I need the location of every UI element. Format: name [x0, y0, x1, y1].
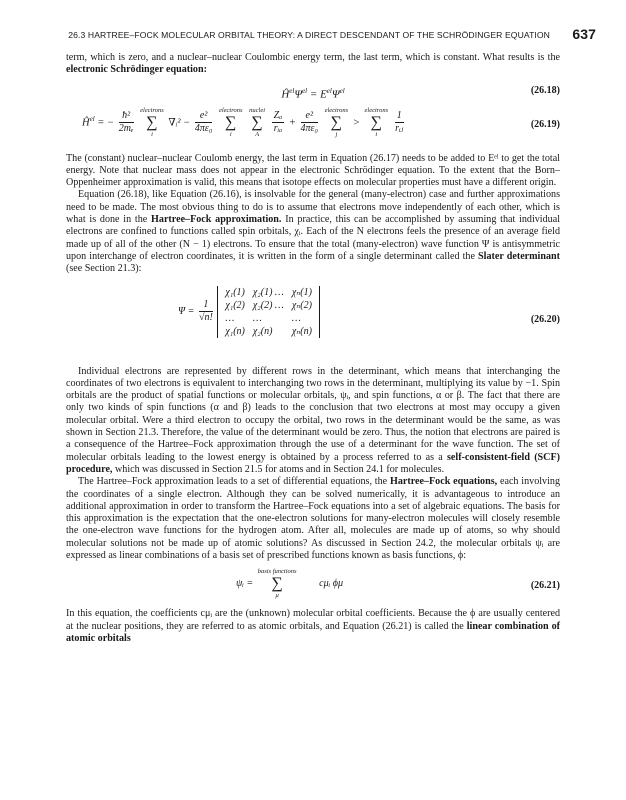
term-slater-determinant: Slater determinant: [478, 250, 560, 262]
paragraph-6: In this equation, the coefficients cμᵢ are the (unknown) molecular orbital coefficients. Because the ϕ are usually centered at the nuclear positions, they are referred to as atomic orbitals, and Equation (26.21) is called the linear combination of atomic orbitals: [66, 608, 560, 644]
equation-number: (26.21): [530, 580, 560, 592]
equation-number: (26.20): [530, 313, 560, 325]
slater-determinant-matrix: χ₁(1) χ₂(1) … χₙ(1) χ₁(2) χ₂(2) … χₙ(2) … … … χ₁(n) χ₂(n) χₙ(n): [217, 286, 320, 338]
equation-26-19: $Ĥ^{el}$ = − $\frac{\text{ħ²}}{\text{2mₑ}}$ electrons ∑ i ∇ᵢ² − $\frac{\text{e²}}{\text{4πε₀}}$ electrons ∑ i nuclei ∑ A $\frac{\text{Zₐ}}{\text{rᵢₐ}}$ + $\frac{\text{e²}}{\text{4πε₀}}$ electrons ∑ j > electrons ∑ i $\frac{1}{\text{rᵢⱼ}}$ (26.19): [82, 106, 560, 138]
paragraph-5: The Hartree–Fock approximation leads to a set of differential equations, the Hartree–Fock equations, each involving the coordinates of a single electron. Although they can be solved numerically, it is advantageous to introduce an additional approximation in order to transform the Hartree–Fock equations into a set of algebraic equations. The basis for this approximation is the expectation that the one-electron solutions for many-electron molecules will closely resemble the one-electron wave functions for the hydrogen atom. After all, molecules are made up of atoms, so why should molecular solutions not be made up of atomic solutions? As discussed in Section 24.2, the molecular orbitals ψᵢ are expressed as linear combinations of a basis set of prescribed functions known as basis functions, ϕ:: [66, 476, 560, 562]
paragraph-2: The (constant) nuclear–nuclear Coulomb energy, the last term in Equation (26.17) needs to be added to Eᵉˡ to get the total energy. Note that nuclear mass does not appear in the electronic Schrödinger equation. To the extent that the Born–Oppenheimer approximation is valid, this means that isotope effects on molecular properties must have a different origin.: [66, 152, 560, 189]
term-electronic-schrodinger: electronic Schrödinger equation:: [66, 64, 207, 76]
page-number: 637: [572, 26, 596, 42]
term-hartree-fock-equations: Hartree–Fock equations,: [389, 476, 498, 488]
paragraph-3: Equation (26.18), like Equation (26.16), is insolvable for the general (many-electron) case and further approximations need to be made. The most obvious thing to do is to assume that electrons move independently of each other, which is what is done in the Hartree–Fock approximation. In practice, this can be accomplished by assuming that individual electrons are confined to functions called spin orbitals, χᵢ. Each of the N electrons feels the presence of an average field made up of all of the other (N − 1) electrons. To ensure that the total (many-electron) wave function Ψ is antisymmetric upon interchange of electron coordinates, it is written in the form of a single determinant called the Slater determinant (see Section 21.3):: [66, 189, 560, 275]
equation-26-20: Ψ = $\frac{1}{√n!}$ χ₁(1) χ₂(1) … χₙ(1) χ₁(2) χ₂(2) … χₙ(2) … … … χ₁(n) χ₂(n) χₙ(n) (26.20): [178, 286, 560, 337]
equation-26-21: ψᵢ = basis functions ∑ μ cμᵢ ϕμ (26.21): [236, 568, 560, 600]
running-head: 26.3 HARTREE–FOCK MOLECULAR ORBITAL THEORY: A DIRECT DESCENDANT OF THE SCHRÖDINGER EQUATION: [68, 30, 550, 40]
term-lcao: linear combination of atomic orbitals: [66, 620, 560, 644]
equation-number: (26.18): [530, 84, 560, 96]
running-header: [68, 26, 596, 44]
term-hartree-fock-approx: Hartree–Fock approximation.: [151, 214, 282, 226]
equation-number: (26.19): [530, 118, 560, 130]
paragraph-1: term, which is zero, and a nuclear–nuclear Coulombic energy term, the last term, which is constant. What results is the electronic Schrödinger equation:: [66, 52, 560, 76]
paragraph-4: Individual electrons are represented by different rows in the determinant, which means that interchanging the coordinates of two electrons is equivalent to interchanging two rows in the determinant, multiplying its value by −1. Spin orbitals are the product of spatial functions or molecular orbitals, ψᵢ, and spin functions, α or β. The fact that there are only two kinds of spin functions (α and β) leads to the conclusion that two electrons at most may occupy a given molecular orbital. Were a third electron to occupy the orbital, two rows in the determinant would be the same, as was shown in Section 21.3. Therefore, the value of the determinant would be zero. Thus, the notion that electrons are paired is a consequence of the Hartree–Fock approximation through the use of a determinant for the wave function. The set of molecular orbitals leading to the lowest energy is obtained by a process referred to as a self-consistent-field (SCF) procedure, which was discussed in Section 21.5 for atoms and in Section 24.1 for molecules.: [66, 365, 560, 475]
term-scf-procedure: self-consistent-field (SCF) procedure,: [66, 451, 560, 475]
page-body: [66, 52, 560, 645]
equation-26-18: $Ĥ^{el}\Psi^{el} = E^{el}\Psi^{el}$ (26.18): [281, 84, 560, 101]
